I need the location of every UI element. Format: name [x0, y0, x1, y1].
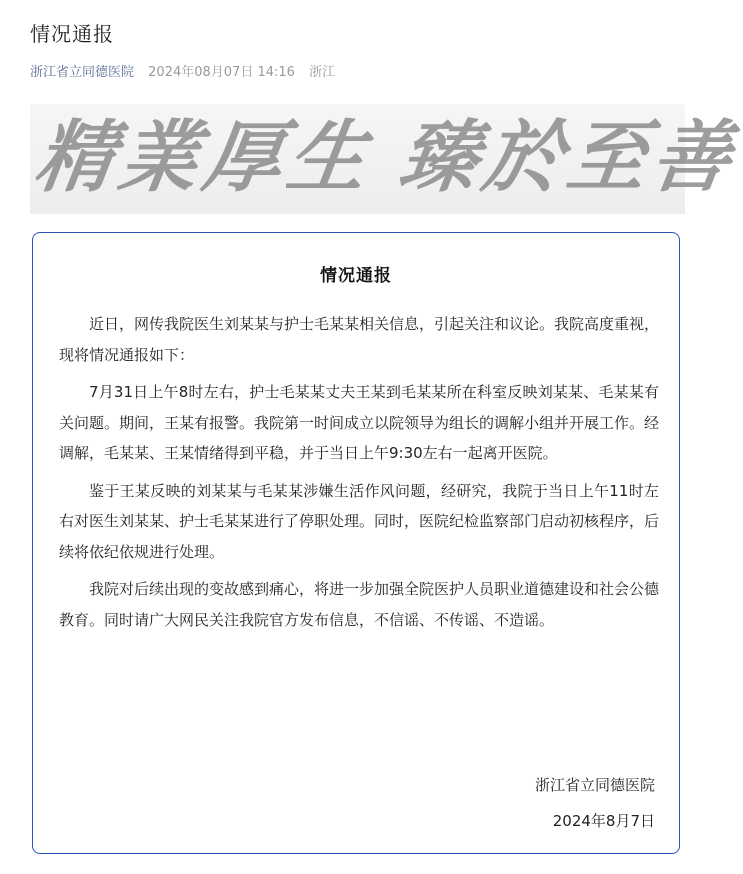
- notice-signature-block: [535, 767, 655, 839]
- notice-body: [59, 309, 659, 642]
- calligraphy-banner-image: [29, 104, 743, 214]
- calligraphy-left: 精業厚生: [29, 112, 379, 203]
- calligraphy-right: 臻於至善: [393, 112, 743, 203]
- signature-org: 浙江省立同德医院: [534, 776, 655, 794]
- notice-card: [32, 232, 680, 854]
- notice-paragraph: 我院对后续出现的变故感到痛心，将进一步加强全院医护人员职业道德建设和社会公德教育。同时请广大网民关注我院官方发布信息，不信谣、不传谣、不造谣。: [59, 580, 660, 629]
- publish-time: 2024年08月07日 14:16: [148, 65, 295, 80]
- notice-paragraph: 鉴于王某反映的刘某某与毛某某涉嫌生活作风问题，经研究，我院于当日上午11时左右对医生刘某某、护士毛某某进行了停职处理。同时，医院纪检监察部门启动初核程序，后续将依纪依规进行处理。: [59, 481, 660, 561]
- article-meta: [30, 61, 335, 80]
- notice-paragraph: 近日，网传我院医生刘某某与护士毛某某相关信息，引起关注和议论。我院高度重视，现将情况通报如下：: [59, 315, 660, 364]
- article-title: 情况通报: [30, 22, 114, 46]
- signature-date: 2024年8月7日: [552, 812, 655, 830]
- notice-title: 情况通报: [320, 266, 392, 286]
- notice-paragraph: 7月31日上午8时左右，护士毛某某丈夫王某到毛某某所在科室反映刘某某、毛某某有关问题。期间，王某有报警。我院第一时间成立以院领导为组长的调解小组并开展工作。经调解，毛某某、王某情绪得到平稳，并于当日上午9:30左右一起离开医院。: [59, 383, 660, 462]
- publish-location: 浙江: [309, 65, 336, 80]
- account-name-link[interactable]: 浙江省立同德医院: [30, 65, 135, 80]
